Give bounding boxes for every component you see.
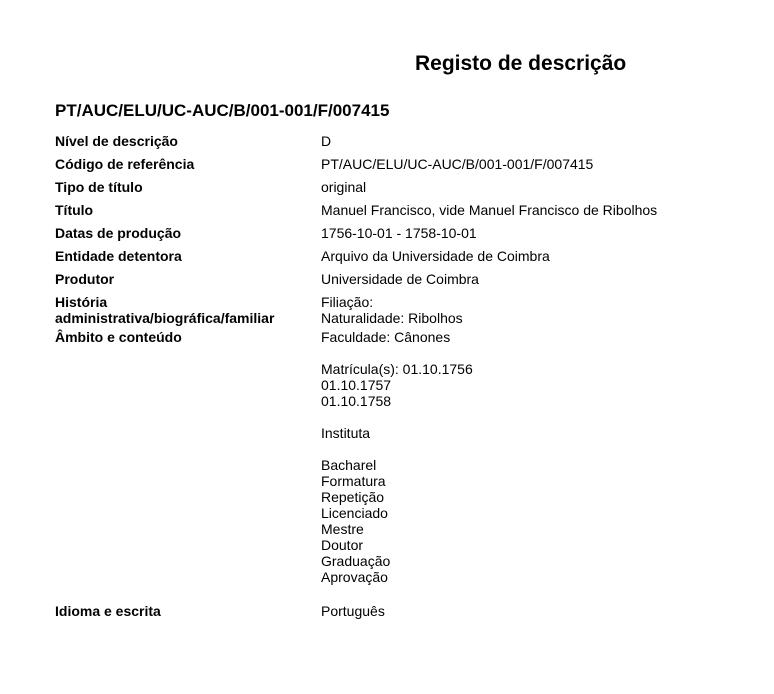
field-value	[321, 327, 755, 585]
field-row-idioma	[55, 601, 755, 624]
field-label	[55, 292, 321, 326]
blank-line	[321, 441, 755, 457]
field-label: Produtor	[55, 271, 115, 287]
field-value: Manuel Francisco, vide Manuel Francisco de Ribolhos	[321, 202, 658, 218]
faculdade-line: Faculdade: Cânones	[321, 329, 451, 345]
matricula-line: 01.10.1757	[321, 377, 392, 393]
matricula-line: 01.10.1758	[321, 393, 392, 409]
field-row-produtor	[55, 269, 755, 292]
field-row-titulo	[55, 200, 755, 223]
reference-code-heading: PT/AUC/ELU/UC-AUC/B/001-001/F/007415	[55, 101, 390, 120]
field-row-datas	[55, 223, 755, 246]
grau-line: Doutor	[321, 537, 364, 553]
field-value: PT/AUC/ELU/UC-AUC/B/001-001/F/007415	[321, 156, 594, 172]
field-row-nivel	[55, 131, 755, 154]
instituta-line: Instituta	[321, 425, 371, 441]
grau-line: Aprovação	[321, 569, 388, 585]
grau-line: Bacharel	[321, 457, 377, 473]
field-value	[321, 292, 755, 326]
description-fields	[55, 131, 755, 624]
blank-line	[321, 345, 755, 361]
field-value: Universidade de Coimbra	[321, 271, 479, 287]
field-row-codigo	[55, 154, 755, 177]
grau-line: Graduação	[321, 553, 391, 569]
field-value: original	[321, 179, 367, 195]
field-row-tipo-titulo	[55, 177, 755, 200]
grau-line: Mestre	[321, 521, 364, 537]
field-value: Arquivo da Universidade de Coimbra	[321, 248, 550, 264]
field-value: 1756-10-01 - 1758-10-01	[321, 225, 477, 241]
field-row-entidade	[55, 246, 755, 269]
field-label: Nível de descrição	[55, 133, 178, 149]
field-label-line: administrativa/biográfica/familiar	[55, 310, 275, 326]
field-value-line: Naturalidade: Ribolhos	[321, 310, 463, 326]
field-value: D	[321, 133, 332, 149]
field-label: Tipo de título	[55, 179, 143, 195]
grau-line: Repetição	[321, 489, 385, 505]
grau-line: Licenciado	[321, 505, 388, 521]
field-value: Português	[321, 603, 385, 619]
field-label: Datas de produção	[55, 225, 182, 241]
field-label: Código de referência	[55, 156, 195, 172]
matricula-line: Matrícula(s): 01.10.1756	[321, 361, 473, 377]
grau-line: Formatura	[321, 473, 386, 489]
field-label-line: História	[55, 294, 108, 310]
field-value-line: Filiação:	[321, 294, 374, 310]
blank-line	[321, 409, 755, 425]
field-label: Âmbito e conteúdo	[55, 329, 182, 345]
field-row-historia	[55, 292, 755, 327]
field-label: Título	[55, 202, 94, 218]
field-label: Entidade detentora	[55, 248, 182, 264]
field-label: Idioma e escrita	[55, 603, 161, 619]
page-title: Registo de descrição	[415, 52, 627, 75]
field-row-ambito	[55, 327, 755, 601]
